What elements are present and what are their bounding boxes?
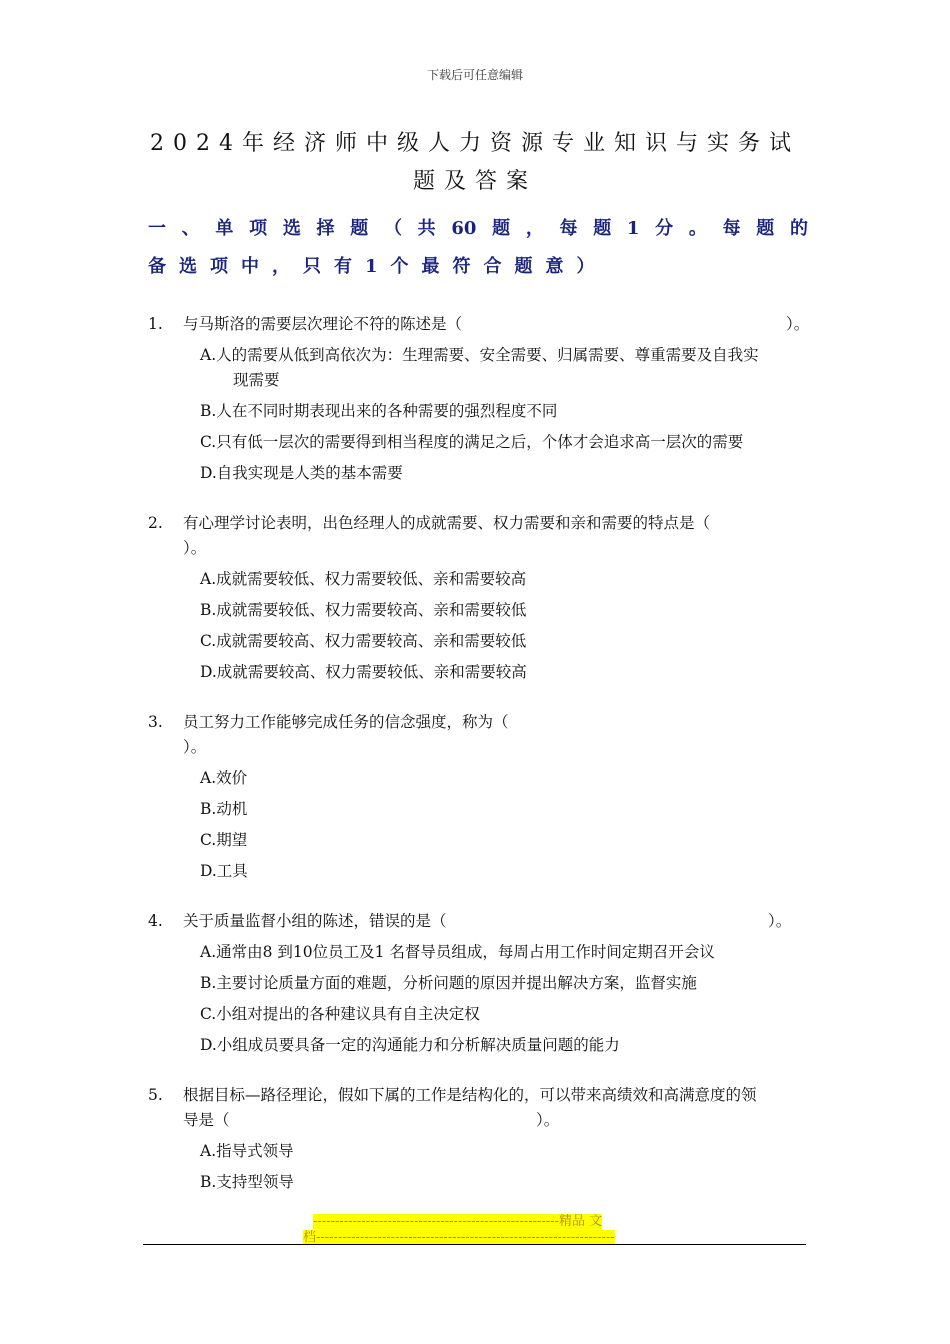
footer-watermark-line-2: 档-------------------------------------------------------------------- (303, 1230, 615, 1245)
question-text: 员工努力工作能够完成任务的信念强度，称为（ (183, 713, 509, 731)
option-b: B.成就需要较低、权力需要较高、亲和需要较低 (200, 601, 527, 619)
footer-divider (143, 1244, 806, 1245)
question-number: 5. (148, 1086, 163, 1104)
question-number: 3. (148, 713, 163, 731)
document-title-line-1: 2024年经济师中级人力资源专业知识与实务试 (150, 131, 800, 156)
question-text: 有心理学讨论表明，出色经理人的成就需要、权力需要和亲和需要的特点是（ (183, 514, 711, 532)
question-3 (148, 710, 808, 884)
option-c: C.小组对提出的各种建议具有自主决定权 (200, 1005, 480, 1023)
option-c: C.期望 (200, 831, 248, 849)
option-a: A.指导式领导 (200, 1142, 294, 1160)
question-text-continued: 导是（ (183, 1111, 230, 1129)
option-a-continued: 现需要 (233, 371, 280, 389)
section-heading-line-1: 一、单项选择题（共60题，每题1分。每题的 (148, 218, 808, 239)
footer-watermark-line-1: --------------------------------------------------------精品 文 (313, 1214, 603, 1229)
option-b: B.支持型领导 (200, 1173, 294, 1191)
option-a: A.成就需要较低、权力需要较低、亲和需要较高 (200, 570, 527, 588)
question-number: 4. (148, 912, 163, 930)
question-5 (148, 1083, 808, 1195)
option-b: B.人在不同时期表现出来的各种需要的强烈程度不同 (200, 402, 558, 420)
option-d: D.自我实现是人类的基本需要 (200, 464, 403, 482)
section-heading-line-2: 备选项中，只有1个最符合题意） (148, 256, 608, 277)
option-c: C.只有低一层次的需要得到相当程度的满足之后，个体才会追求高一层次的需要 (200, 433, 744, 451)
question-text: 根据目标—路径理论，假如下属的工作是结构化的，可以带来高绩效和高满意度的领 (183, 1086, 757, 1104)
question-text: 关于质量监督小组的陈述，错误的是（ (183, 912, 447, 930)
option-a: A.通常由8 到10位员工及1 名督导员组成，每周占用工作时间定期召开会议 (200, 943, 715, 961)
option-a: A.人的需要从低到高依次为：生理需要、安全需要、归属需要、尊重需要及自我实 (200, 346, 759, 364)
option-d: D.小组成员要具备一定的沟通能力和分析解决质量问题的能力 (200, 1036, 620, 1054)
header-note: 下载后可任意编辑 (426, 68, 523, 82)
option-d: D.成就需要较高、权力需要较低、亲和需要较高 (200, 663, 527, 681)
question-blank-close: ）。 (183, 539, 207, 557)
option-a: A.效价 (200, 769, 248, 787)
question-blank-close: ）。 (536, 1111, 560, 1129)
question-2 (148, 511, 808, 685)
question-blank-close: ）。 (768, 912, 792, 930)
option-b: B.动机 (200, 800, 248, 818)
question-number: 2. (148, 514, 163, 532)
question-text: 与马斯洛的需要层次理论不符的陈述是（ (183, 315, 463, 333)
question-4 (148, 909, 808, 1058)
document-title-line-2: 题及答案 (412, 169, 537, 194)
option-d: D.工具 (200, 862, 248, 880)
question-1 (148, 312, 808, 486)
question-blank-close: ）。 (183, 738, 207, 756)
question-blank-close: ）。 (786, 315, 810, 333)
option-c: C.成就需要较高、权力需要较高、亲和需要较低 (200, 632, 527, 650)
option-b: B.主要讨论质量方面的难题，分析问题的原因并提出解决方案，监督实施 (200, 974, 697, 992)
question-number: 1. (148, 315, 163, 333)
